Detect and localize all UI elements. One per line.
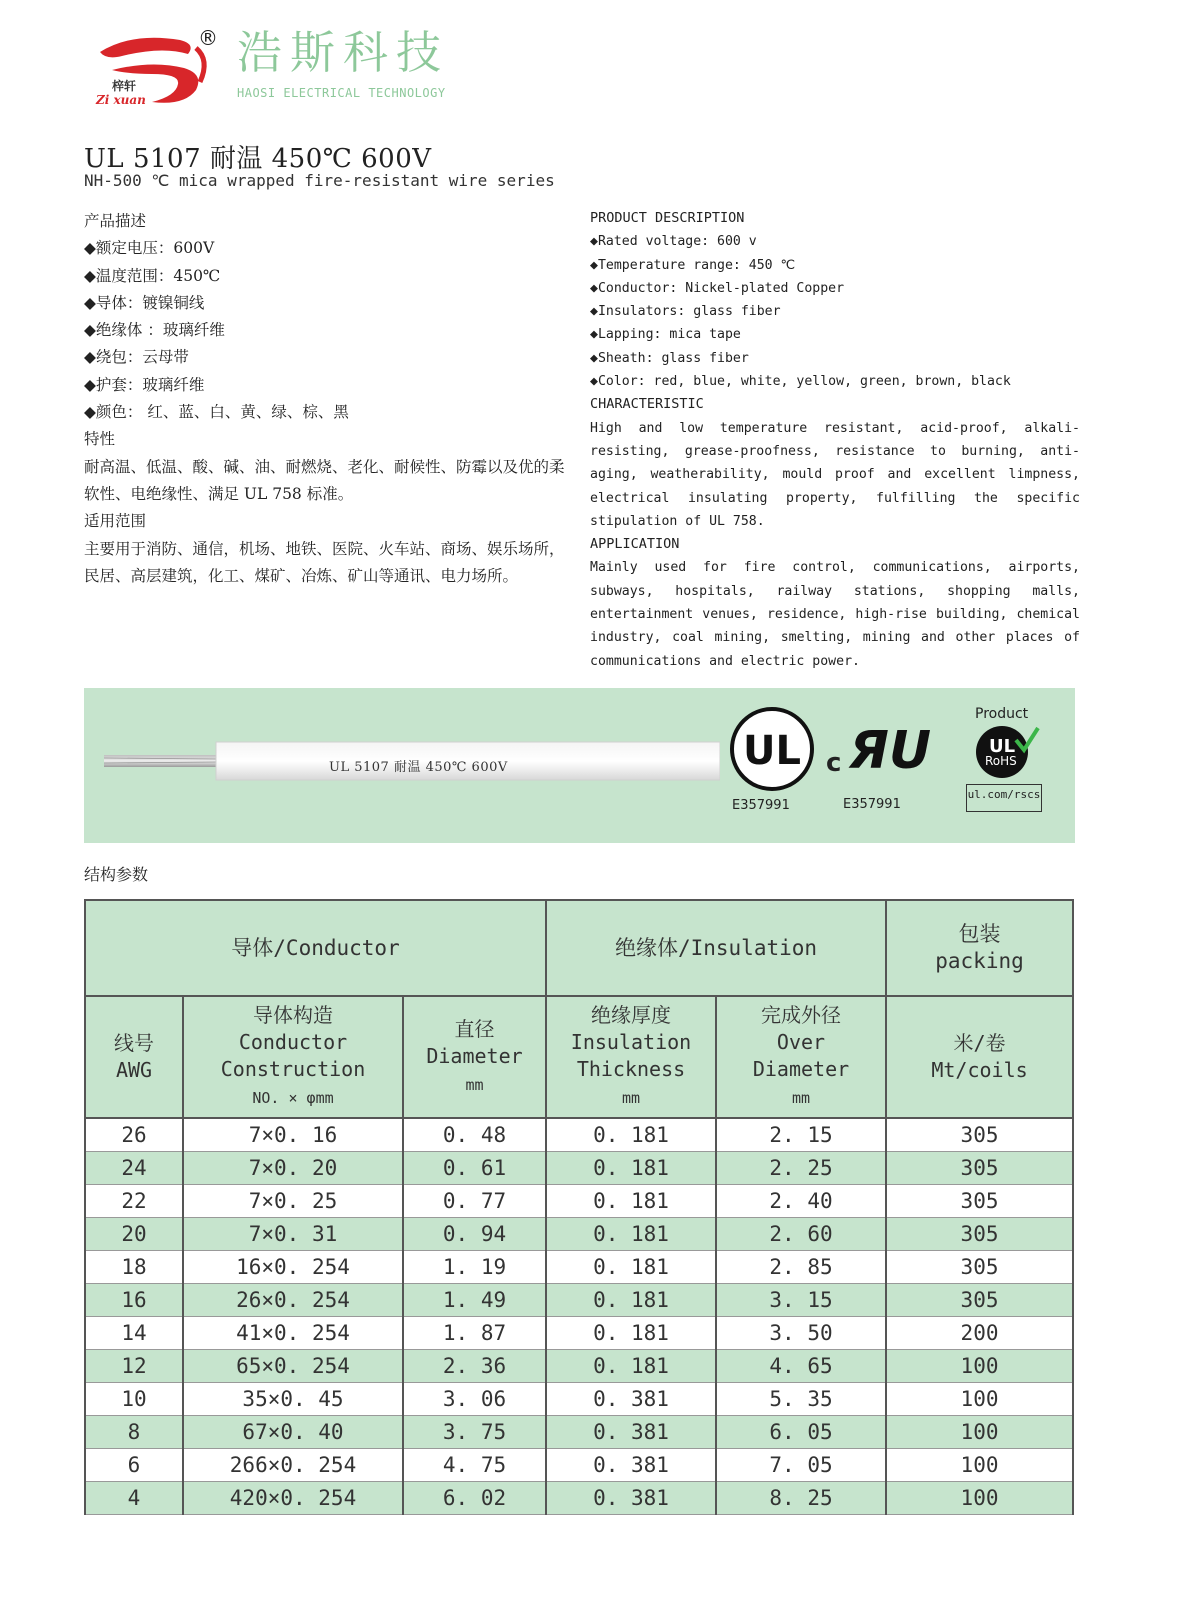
cell-insulation-thickness: 0. 181 — [546, 1118, 716, 1152]
cell-awg: 14 — [85, 1317, 183, 1350]
cell-construction: 7×0. 25 — [183, 1185, 403, 1218]
description-en — [590, 207, 1080, 673]
cell-packing: 305 — [886, 1118, 1073, 1152]
header-packing-cn: 包装 — [958, 922, 1001, 946]
svg-text:UL: UL — [988, 736, 1016, 757]
cell-diameter: 0. 77 — [403, 1185, 546, 1218]
col-construction — [183, 996, 403, 1118]
cell-construction: 7×0. 20 — [183, 1152, 403, 1185]
cell-over-diameter: 3. 50 — [716, 1317, 886, 1350]
cell-insulation-thickness: 0. 181 — [546, 1218, 716, 1251]
cell-awg: 6 — [85, 1449, 183, 1482]
brand-name-cn: 浩斯科技 — [237, 26, 450, 79]
cell-diameter: 3. 75 — [403, 1416, 546, 1449]
cell-diameter: 0. 61 — [403, 1152, 546, 1185]
cell-packing: 100 — [886, 1482, 1073, 1515]
table-row — [85, 1350, 1073, 1383]
wire-print-label: UL 5107 耐温 450℃ 600V — [329, 760, 508, 775]
col-diameter — [403, 996, 546, 1118]
product-title: UL 5107 耐温 450℃ 600V — [84, 144, 432, 174]
cell-construction: 65×0. 254 — [183, 1350, 403, 1383]
col-cons-en1: Conductor — [238, 1030, 348, 1054]
table-row — [85, 1185, 1073, 1218]
col-ins-en1: Insulation — [570, 1030, 692, 1054]
cell-construction: 7×0. 16 — [183, 1118, 403, 1152]
cell-over-diameter: 7. 05 — [716, 1449, 886, 1482]
logo-cn-text: 梓轩 — [112, 79, 137, 93]
registered-mark: ® — [198, 26, 218, 50]
svg-text:ЯU: ЯU — [848, 721, 932, 778]
cell-insulation-thickness: 0. 181 — [546, 1251, 716, 1284]
table-row — [85, 1383, 1073, 1416]
ul-url-box: ul.com/rscs — [966, 784, 1042, 812]
cn-app-text: 主要用于消防、通信，机场、地铁、医院、火车站、商场、娱乐场所，民居、高层建筑，化工、煤矿、冶炼、矿山等通讯、电力场所。 — [84, 539, 565, 585]
cn-desc-item: ◆额定电压：600V — [84, 239, 215, 258]
cell-over-diameter: 4. 65 — [716, 1350, 886, 1383]
col-od-en2: Diameter — [752, 1057, 850, 1081]
col-od-cn: 完成外径 — [761, 1003, 841, 1027]
cell-insulation-thickness: 0. 381 — [546, 1482, 716, 1515]
cn-desc-item: ◆绕包：云母带 — [84, 348, 189, 367]
table-row — [85, 1118, 1073, 1152]
cell-over-diameter: 2. 40 — [716, 1185, 886, 1218]
en-desc-heading: PRODUCT DESCRIPTION — [590, 210, 745, 226]
col-ins-unit: mm — [621, 1089, 641, 1107]
table-row — [85, 1251, 1073, 1284]
cell-over-diameter: 2. 85 — [716, 1251, 886, 1284]
col-awg-cn: 线号 — [114, 1031, 154, 1055]
cell-diameter: 1. 49 — [403, 1284, 546, 1317]
cell-construction: 266×0. 254 — [183, 1449, 403, 1482]
cell-over-diameter: 5. 35 — [716, 1383, 886, 1416]
cell-packing: 305 — [886, 1251, 1073, 1284]
cell-diameter: 3. 06 — [403, 1383, 546, 1416]
cell-packing: 100 — [886, 1350, 1073, 1383]
cell-construction: 16×0. 254 — [183, 1251, 403, 1284]
en-desc-item: ◆Sheath: glass fiber — [590, 350, 749, 366]
cell-over-diameter: 2. 25 — [716, 1152, 886, 1185]
cell-diameter: 0. 48 — [403, 1118, 546, 1152]
table-row — [85, 1218, 1073, 1251]
header-conductor: 导体/Conductor — [85, 900, 546, 996]
cell-insulation-thickness: 0. 381 — [546, 1449, 716, 1482]
ur-cert-number: E357991 — [843, 797, 901, 812]
col-dia-unit: mm — [465, 1075, 484, 1094]
cell-over-diameter: 3. 15 — [716, 1284, 886, 1317]
cell-construction: 26×0. 254 — [183, 1284, 403, 1317]
cell-over-diameter: 6. 05 — [716, 1416, 886, 1449]
cell-awg: 12 — [85, 1350, 183, 1383]
cell-insulation-thickness: 0. 181 — [546, 1350, 716, 1383]
col-awg — [85, 996, 183, 1118]
cell-over-diameter: 2. 15 — [716, 1118, 886, 1152]
cn-desc-item: ◆绝缘体 ：玻璃纤维 — [84, 321, 225, 340]
col-ins-cn: 绝缘厚度 — [591, 1003, 671, 1027]
product-subtitle: NH-500 ℃ mica wrapped fire-resistant wire series — [84, 171, 555, 190]
table-row — [85, 1152, 1073, 1185]
cell-over-diameter: 8. 25 — [716, 1482, 886, 1515]
cn-desc-item: ◆导体：镀镍铜线 — [84, 293, 205, 312]
cell-diameter: 1. 19 — [403, 1251, 546, 1284]
cell-awg: 4 — [85, 1482, 183, 1515]
cell-awg: 22 — [85, 1185, 183, 1218]
description-cn — [84, 208, 579, 590]
logo-en-text: Zi xuan — [96, 93, 146, 107]
en-desc-item: ◆Rated voltage: 600 v — [590, 234, 757, 250]
cn-char-text: 耐高温、低温、酸、碱、油、耐燃烧、老化、耐候性、防霉以及优的柔软性、电绝缘性、满足 UL 758 标准。 — [84, 457, 565, 503]
cell-packing: 305 — [886, 1218, 1073, 1251]
en-desc-item: ◆Color: red, blue, white, yellow, green, brown, black — [590, 374, 1011, 390]
col-packing — [886, 996, 1073, 1118]
cell-insulation-thickness: 0. 181 — [546, 1185, 716, 1218]
product-label: Product — [975, 706, 1029, 722]
cell-awg: 18 — [85, 1251, 183, 1284]
cell-construction: 41×0. 254 — [183, 1317, 403, 1350]
cell-construction: 420×0. 254 — [183, 1482, 403, 1515]
cell-packing: 305 — [886, 1152, 1073, 1185]
cn-app-heading: 适用范围 — [84, 512, 147, 531]
cn-desc-heading: 产品描述 — [84, 212, 147, 230]
svg-text:UL: UL — [743, 728, 801, 774]
table-row — [85, 1317, 1073, 1350]
cell-diameter: 6. 02 — [403, 1482, 546, 1515]
cell-awg: 24 — [85, 1152, 183, 1185]
cn-desc-item: ◆温度范围：450℃ — [84, 266, 221, 285]
col-cons-cn: 导体构造 — [253, 1003, 333, 1027]
cell-construction: 67×0. 40 — [183, 1416, 403, 1449]
en-desc-item: ◆Lapping: mica tape — [590, 327, 741, 343]
col-insulation-thickness — [546, 996, 716, 1118]
header-packing-en: packing — [935, 949, 1024, 973]
header-packing — [886, 900, 1073, 996]
col-od-en1: Over — [776, 1030, 826, 1054]
brand-name-en: HAOSI ELECTRICAL TECHNOLOGY — [237, 86, 446, 100]
en-desc-item: ◆Temperature range: 450 ℃ — [590, 257, 796, 273]
cell-awg: 8 — [85, 1416, 183, 1449]
cell-insulation-thickness: 0. 181 — [546, 1317, 716, 1350]
cell-packing: 305 — [886, 1284, 1073, 1317]
cell-packing: 200 — [886, 1317, 1073, 1350]
col-over-diameter — [716, 996, 886, 1118]
en-desc-item: ◆Conductor: Nickel-plated Copper — [590, 280, 845, 296]
ul-cert-number: E357991 — [732, 798, 790, 813]
cell-construction: 35×0. 45 — [183, 1383, 403, 1416]
ul-rohs-icon — [972, 724, 1042, 780]
rohs-label: RoHS — [985, 754, 1017, 768]
cell-diameter: 1. 87 — [403, 1317, 546, 1350]
structure-title: 结构参数 — [84, 865, 149, 884]
col-od-unit: mm — [791, 1089, 811, 1107]
cell-insulation-thickness: 0. 381 — [546, 1416, 716, 1449]
col-dia-en: Diameter — [426, 1043, 523, 1068]
cell-awg: 10 — [85, 1383, 183, 1416]
en-app-text: Mainly used for fire control, communications, airports, subways, hospitals, railway stations, shopping malls, entertainment venues, residence, high-rise building, chemical industry, coal mining, smelting, mining and other places of communications and electric power. — [590, 560, 1080, 669]
header-insulation: 绝缘体/Insulation — [546, 900, 886, 996]
cell-awg: 26 — [85, 1118, 183, 1152]
col-ins-en2: Thickness — [576, 1057, 686, 1081]
ul-listed-icon — [729, 706, 815, 792]
cell-diameter: 2. 36 — [403, 1350, 546, 1383]
c-mark: c — [826, 748, 842, 778]
table-row — [85, 1284, 1073, 1317]
col-pack-cn: 米/卷 — [953, 1031, 1006, 1055]
en-desc-item: ◆Insulators: glass fiber — [590, 304, 781, 320]
cell-packing: 100 — [886, 1416, 1073, 1449]
en-app-heading: APPLICATION — [590, 536, 680, 553]
spec-table — [84, 899, 1074, 1515]
cell-diameter: 0. 94 — [403, 1218, 546, 1251]
cell-packing: 100 — [886, 1449, 1073, 1482]
table-row — [85, 1449, 1073, 1482]
cell-packing: 100 — [886, 1383, 1073, 1416]
cell-insulation-thickness: 0. 181 — [546, 1284, 716, 1317]
col-dia-cn: 直径 — [454, 1016, 495, 1041]
cell-insulation-thickness: 0. 181 — [546, 1152, 716, 1185]
col-cons-en2: Construction — [220, 1057, 366, 1081]
cell-diameter: 4. 75 — [403, 1449, 546, 1482]
en-char-heading: CHARACTERISTIC — [590, 396, 704, 413]
cell-over-diameter: 2. 60 — [716, 1218, 886, 1251]
col-cons-unit: NO. × φmm — [252, 1089, 334, 1107]
cell-awg: 20 — [85, 1218, 183, 1251]
cell-construction: 7×0. 31 — [183, 1218, 403, 1251]
cell-insulation-thickness: 0. 381 — [546, 1383, 716, 1416]
table-row — [85, 1482, 1073, 1515]
ur-recognized-icon — [845, 718, 935, 778]
cell-packing: 305 — [886, 1185, 1073, 1218]
col-awg-en: AWG — [115, 1058, 153, 1082]
cn-desc-item: ◆护套：玻璃纤维 — [84, 375, 205, 394]
en-char-text: High and low temperature resistant, acid-proof, alkali-resisting, grease-proofness, resistance to burning, anti-aging, weatherability, mould proof and excellent limpness, electrical insulating property, fulfilling the specific stipulation of UL 758. — [590, 420, 1080, 529]
table-row — [85, 1416, 1073, 1449]
cn-char-heading: 特性 — [84, 430, 116, 449]
col-pack-en: Mt/coils — [931, 1058, 1028, 1082]
cell-awg: 16 — [85, 1284, 183, 1317]
cn-desc-item: ◆颜色： 红、蓝、白、黄、绿、棕、黑 — [84, 403, 349, 422]
